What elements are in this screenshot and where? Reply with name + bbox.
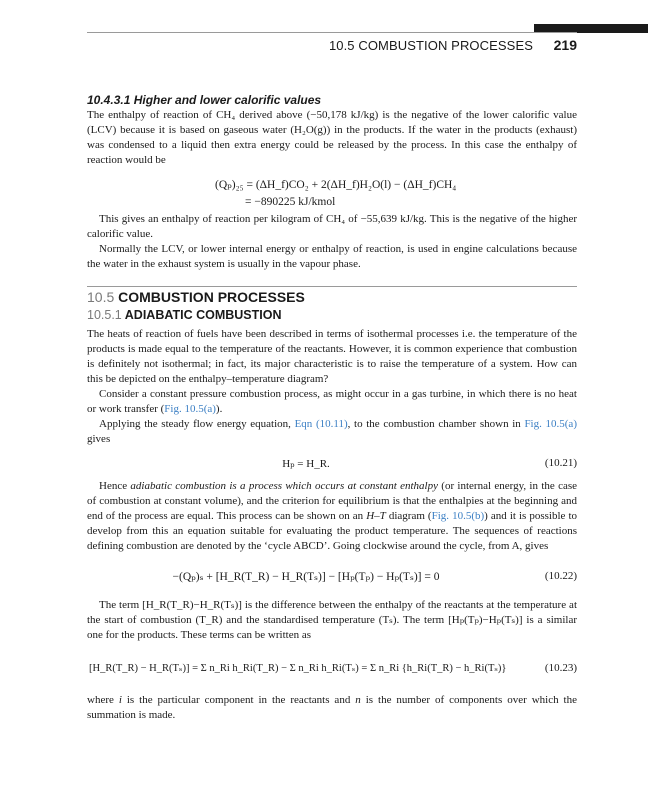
equation-number: (10.23) — [544, 662, 577, 674]
running-header — [87, 32, 577, 56]
paragraph: This gives an enthalpy of reaction per kilogram of CH₄ of −55,639 kJ/kg. This is the negative of the higher calorific value. — [87, 213, 577, 240]
paragraph: Hence adiabatic combustion is a process which occurs at constant enthalpy (or internal energy, in the case of combustion at constant volume), and the criterion for equilibrium is that the enthalpies at the beginning and end of the process are equal. This process can be shown on an H–T diagram (Fig. 10.5(b)) and it is possible to develop from this an equation suitable for evaluating the product temperature. The sequences of reactions defining combustion are denoted by the ‘cycle ABCD’. Going clockwise around the cycle, from A, gives — [87, 480, 578, 552]
paragraph: Applying the steady flow energy equation, Eqn (10.11), to the combustion chamber shown in Fig. 10.5(a) gives — [87, 418, 577, 445]
subsection-heading: 10.4.3.1 Higher and lower calorific values — [87, 93, 322, 107]
equation-10-22: −(Qₚ)ₛ + [H_R(T_R) − H_R(Tₛ)] − [Hₚ(Tₚ) − Hₚ(Tₛ)] = 0 (10.22) — [172, 570, 577, 583]
equation-10-21: Hₚ = H_R. (10.21) — [282, 457, 577, 470]
paragraph: Consider a constant pressure combustion process, as might occur in a gas turbine, in which there is no heat or work transfer (Fig. 10.5(a)). — [87, 388, 577, 415]
subsection-heading: 10.5.1 ADIABATIC COMBUSTION — [87, 308, 282, 322]
equation-1-result: = −890225 kJ/kmol — [245, 196, 336, 208]
page-number: 219 — [553, 37, 577, 53]
equation-number: (10.21) — [544, 457, 577, 469]
paragraph: The heats of reaction of fuels have been described in terms of isothermal processes i.e. the temperature of the products is made equal to the temperature of the reactants. However, it is common experience that combustion is definitely not isothermal; in fact, its major characteristic is to raise the temperature of a system. How can this be depicted on the enthalpy–temperature diagram? — [87, 328, 577, 385]
page-body — [87, 93, 577, 723]
equation-1: (Qₚ)₂₅ = (ΔH_f)CO₂ + 2(ΔH_f)H₂O(l) − (ΔH_f)CH₄ — [215, 179, 457, 191]
section-heading: 10.5 COMBUSTION PROCESSES — [87, 289, 305, 305]
paragraph: where i is the particular component in the reactants and n is the number of components over which the summation is made. — [87, 694, 577, 721]
paragraph: The term [H_R(T_R)−H_R(Tₛ)] is the difference between the enthalpy of the reactants at the temperature at the start of combustion (T_R) and the standardised temperature (Tₛ). The term [Hₚ(Tₚ)−Hₚ(Tₛ)] is a similar one for the products. These terms can be written as — [87, 599, 577, 641]
equation-number: (10.22) — [544, 570, 577, 582]
figure-link[interactable]: Fig. 10.5(a) — [164, 403, 216, 415]
figure-link[interactable]: Fig. 10.5(a) — [524, 418, 577, 430]
equation-10-23: [H_R(T_R) − H_R(Tₛ)] = Σ n_Ri h_Ri(T_R) − Σ n_Ri h_Ri(Tₛ) = Σ n_Ri {h_Ri(T_R) − h_Ri(Tₛ)} (10.23) — [89, 662, 577, 674]
section-rule — [87, 286, 577, 287]
paragraph: Normally the LCV, or lower internal energy or enthalpy of reaction, is used in engine calculations because the water in the exhaust system is usually in the vapour phase. — [87, 243, 577, 270]
equation-link[interactable]: Eqn (10.11) — [294, 418, 348, 430]
equation-block — [87, 168, 577, 212]
paragraph: The enthalpy of reaction of CH₄ derived above (−50,178 kJ/kg) is the negative of the lower calorific value (LCV) because it is based on gaseous water (H₂O(g)) in the products. If the water in the products (exhaust) was condensed to a liquid then extra energy could be released by the process. In this case the enthalpy of reaction would be — [87, 109, 577, 166]
header-section: 10.5 COMBUSTION PROCESSES — [328, 38, 533, 53]
figure-link[interactable]: Fig. 10.5(b) — [431, 510, 485, 522]
